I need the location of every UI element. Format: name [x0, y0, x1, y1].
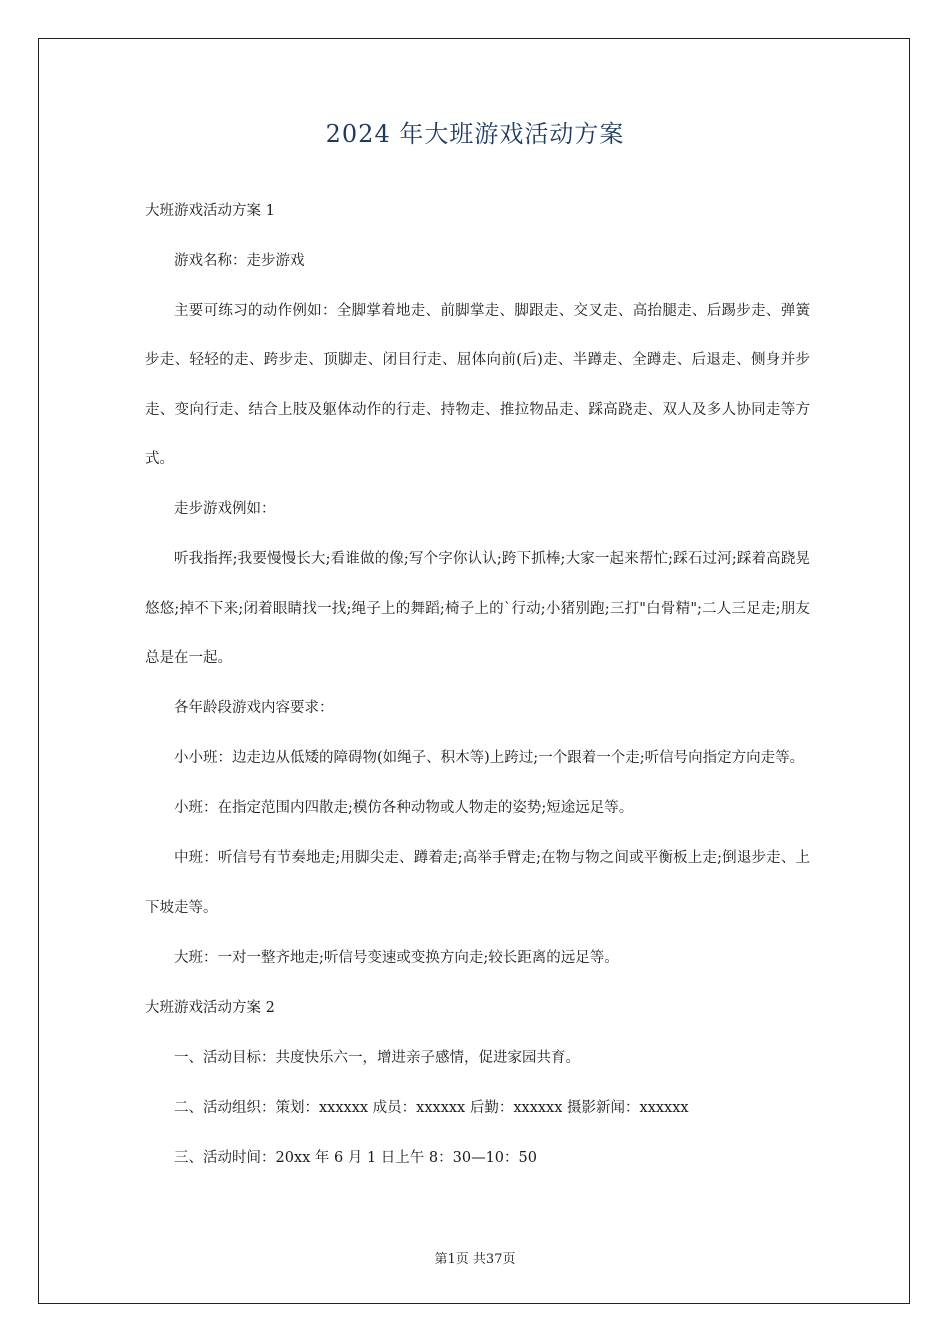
- paragraph: 小班：在指定范围内四散走;模仿各种动物或人物走的姿势;短途远足等。: [174, 800, 634, 816]
- paragraph: 二、活动组织：策划：xxxxxx 成员：xxxxxx 后勤：xxxxxx 摄影新闻：xxxxxx: [174, 1099, 689, 1116]
- paragraph: 各年龄段游戏内容要求：: [174, 700, 334, 716]
- paragraph: 三、活动时间：20xx 年 6 月 1 日上午 8：30—10：50: [174, 1149, 537, 1166]
- paragraph: 中班：听信号有节奏地走;用脚尖走、蹲着走;高举手臂走;在物与物之间或平衡板上走;倒退步走、上下坡走等。: [145, 850, 810, 916]
- document-body: [145, 199, 810, 1196]
- paragraph: 主要可练习的动作例如：全脚掌着地走、前脚掌走、脚跟走、交叉走、高抬腿走、后踢步走、弹簧步走、轻轻的走、跨步走、顶脚走、闭目行走、屈体向前(后)走、半蹲走、全蹲走、后退走、侧身并步走、变向行走、结合上肢及躯体动作的行走、持物走、推拉物品走、踩高跷走、双人及多人协同走等方式。: [145, 302, 810, 467]
- page-footer: 第1页 共37页: [434, 1252, 516, 1267]
- section-heading: 大班游戏活动方案 1: [145, 203, 275, 219]
- paragraph: 小小班：边走边从低矮的障碍物(如绳子、积木等)上跨过;一个跟着一个走;听信号向指定方向走等。: [174, 750, 805, 766]
- paragraph: 大班：一对一整齐地走;听信号变速或变换方向走;较长距离的远足等。: [174, 949, 619, 966]
- section-heading: 大班游戏活动方案 2: [145, 1000, 275, 1016]
- paragraph: 听我指挥;我要慢慢长大;看谁做的像;写个字你认认;跨下抓棒;大家一起来帮忙;踩石过河;踩着高跷晃悠悠;掉不下来;闭着眼睛找一找;绳子上的舞蹈;椅子上的`行动;小猪别跑;三打"白骨精";二人三足走;朋友总是在一起。: [145, 551, 810, 666]
- document-title: 2024 年大班游戏活动方案: [325, 120, 625, 148]
- paragraph: 游戏名称：走步游戏: [174, 252, 305, 269]
- paragraph: 一、活动目标：共度快乐六一，增进亲子感情，促进家园共育。: [174, 1049, 580, 1066]
- paragraph: 走步游戏例如：: [174, 501, 276, 517]
